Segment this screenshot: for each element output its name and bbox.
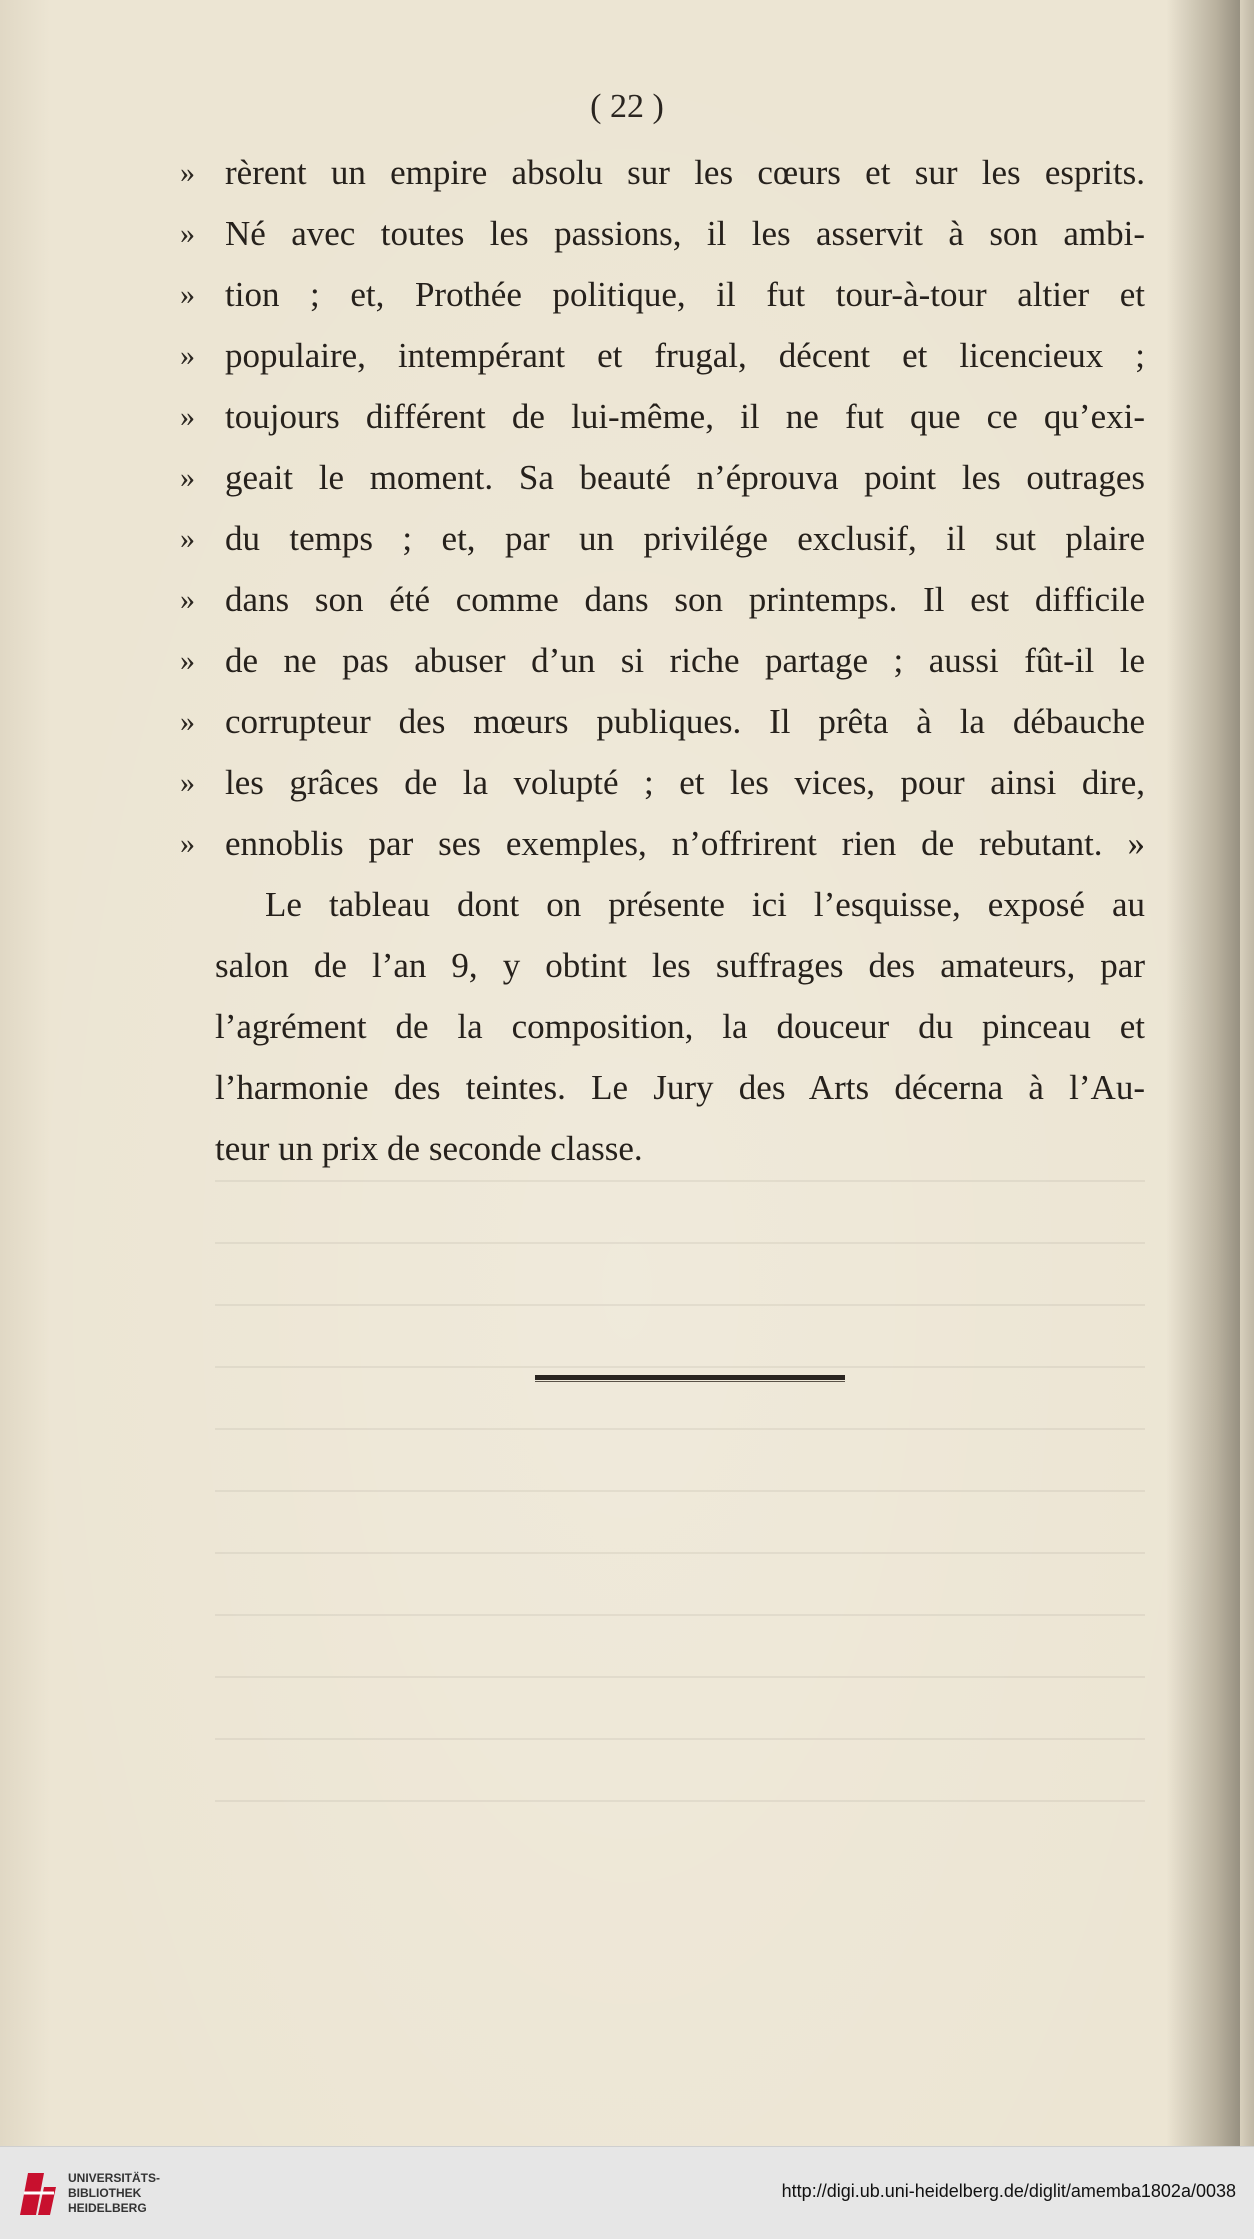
paragraph-line: l’harmonie des teintes. Le Jury des Arts décerna à l’Au-: [215, 1068, 1145, 1107]
quote-line: [180, 691, 1145, 752]
line-text: ennoblis par ses exemples, n’offrirent rien de rebutant. »: [225, 824, 1145, 863]
paragraph-line: salon de l’an 9, y obtint les suffrages des amateurs, par: [215, 946, 1145, 985]
line-text: corrupteur des mœurs publiques. Il prêta à la débauche: [225, 702, 1145, 741]
quote-line: [180, 569, 1145, 630]
source-url[interactable]: http://digi.ub.uni-heidelberg.de/diglit/amemba1802a/0038: [781, 2181, 1236, 2201]
quote-mark: »: [180, 766, 195, 799]
quote-line: [180, 630, 1145, 691]
line-text: Né avec toutes les passions, il les asservit à son ambi-: [225, 214, 1145, 253]
paragraph-line: Le tableau dont on présente ici l’esquisse, exposé au: [265, 885, 1145, 924]
page-edge: [1240, 0, 1254, 2146]
quote-mark: »: [180, 461, 195, 494]
quote-mark: »: [180, 827, 195, 860]
footer-bar: [0, 2146, 1254, 2239]
line-text: du temps ; et, par un privilége exclusif, il sut plaire: [225, 519, 1145, 558]
quote-mark: »: [180, 278, 195, 311]
quote-mark: »: [180, 156, 195, 189]
quote-mark: »: [180, 400, 195, 433]
quote-mark: »: [180, 583, 195, 616]
paragraph-line: teur un prix de seconde classe.: [215, 1129, 643, 1168]
quote-mark: »: [180, 522, 195, 555]
quote-mark: »: [180, 217, 195, 250]
library-name-line: HEIDELBERG: [68, 2201, 147, 2215]
quote-line: [180, 752, 1145, 813]
line-text: les grâces de la volupté ; et les vices, pour ainsi dire,: [225, 763, 1145, 802]
quote-mark: »: [180, 339, 195, 372]
quote-line: [180, 508, 1145, 569]
line-text: de ne pas abuser d’un si riche partage ; aussi fût-il le: [225, 641, 1145, 680]
quote-mark: »: [180, 644, 195, 677]
quote-mark: »: [180, 705, 195, 738]
library-logo-icon: [14, 2165, 62, 2221]
page-number: ( 22 ): [590, 88, 664, 125]
divider-rule: [535, 1375, 845, 1380]
quote-line: [180, 386, 1145, 447]
body-text: [180, 142, 1145, 1179]
quote-line: [180, 203, 1145, 264]
line-text: geait le moment. Sa beauté n’éprouva point les outrages: [225, 458, 1145, 497]
quote-line: [180, 264, 1145, 325]
line-text: populaire, intempérant et frugal, décent et licencieux ;: [225, 336, 1145, 375]
line-text: toujours différent de lui-même, il ne fut que ce qu’exi-: [225, 397, 1145, 436]
line-text: dans son été comme dans son printemps. Il est difficile: [225, 580, 1145, 619]
paragraph-line: l’agrément de la composition, la douceur du pinceau et: [215, 1007, 1145, 1046]
library-name-line: BIBLIOTHEK: [68, 2186, 142, 2200]
line-text: rèrent un empire absolu sur les cœurs et sur les esprits.: [225, 153, 1145, 192]
line-text: tion ; et, Prothée politique, il fut tour-à-tour altier et: [225, 275, 1145, 314]
quote-line: [180, 813, 1145, 874]
quote-line: [180, 142, 1145, 203]
quote-line: [180, 447, 1145, 508]
library-name: [68, 2171, 160, 2216]
library-name-line: UNIVERSITÄTS-: [68, 2171, 161, 2185]
divider-rule-thin: [535, 1381, 845, 1382]
quote-line: [180, 325, 1145, 386]
